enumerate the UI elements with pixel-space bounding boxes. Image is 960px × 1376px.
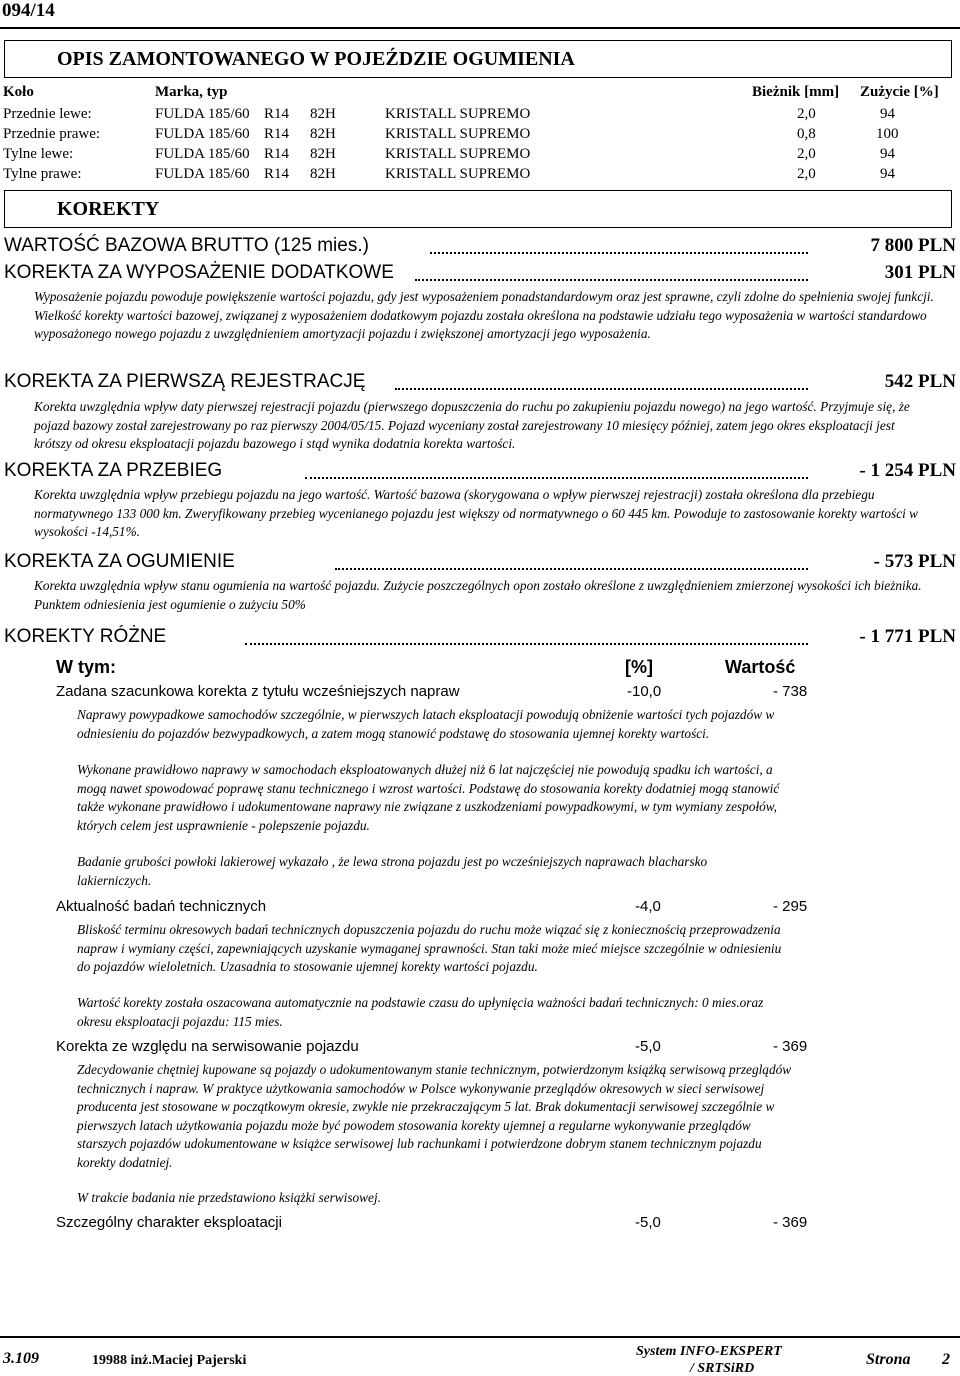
tread-cell: 2,0: [797, 146, 816, 162]
tread-cell: 2,0: [797, 106, 816, 122]
corrections-section-box: [4, 190, 952, 228]
doc-id: 094/14: [2, 0, 55, 21]
misc-item-text: Naprawy powypadkowe samochodów szczególnie, w pierwszych latach eksploatacji powodują obniżenie wartości tych pojazdów w odniesieniu do pojazdów bezwypadkowych, a zatem mogą stanowić podstawę do stosowania ujemnej korekty wartości.: [77, 707, 775, 741]
tread-cell: 0,8: [797, 126, 816, 142]
base-label: WARTOŚĆ BAZOWA BRUTTO (125 mies.): [4, 235, 369, 256]
brand-cell: FULDA 185/60: [155, 146, 250, 162]
model-cell: KRISTALL SUPREMO: [385, 126, 531, 142]
brand-cell: FULDA 185/60: [155, 106, 250, 122]
footer-page-label: Strona: [866, 1351, 911, 1368]
misc-item-value: - 295: [773, 898, 808, 915]
dot-leader: [415, 279, 808, 281]
footer-system2: / SRTSiRD: [690, 1361, 755, 1376]
wheel-cell: Tylne lewe:: [3, 146, 74, 162]
dot-leader: [335, 568, 808, 570]
misc-item-value: - 369: [773, 1038, 808, 1055]
equipment-text: Wyposażenie pojazdu powoduje powiększenie wartości pojazdu, gdy jest wyposażeniem ponadstandardowym oraz jest sprawne, czyli zdolne do spełnienia swojej funkcji. Wielkość korekty wartości bazowej, związanej z wyposażeniem dodatkowym pojazdu została określona na podstawie udziału tego wyposażenia w wartości standardowo wyposażonego nowego pojazdu z uwzględnieniem amortyzacji pojazdu i zwiększonej amortyzacji jego wyposażenia.: [34, 289, 934, 341]
model-cell: KRISTALL SUPREMO: [385, 146, 531, 162]
equipment-value: 301 PLN: [884, 262, 956, 283]
footer-page-number: 2: [942, 1351, 950, 1368]
misc-item-percent: -5,0: [635, 1038, 661, 1055]
misc-item-text: Wykonane prawidłowo naprawy w samochodach eksploatowanych dłużej niż 6 lat najczęściej nie powodują spadku ich wartości, a mogą nawet spowodować poprawę stanu technicznego i wzrost wartości. Podstawę do stosowania korekty dodatniej mogą stanowić także wykonane prawidłowo i udokumentowane naprawy nie związane z uszkodzeniami powypadkowymi, w tym wymiany zespołów, których celem jest usprawnienie - polepszenie pojazdu.: [77, 762, 780, 833]
misc-item-label: Korekta ze względu na serwisowanie pojazdu: [56, 1038, 359, 1055]
load-index-cell: 82H: [310, 146, 336, 162]
misc-item-note: Badanie grubości powłoki lakierowej wykazało , że lewa strona pojazdu jest po wcześniejszych naprawach blacharsko lakierniczych.: [77, 854, 708, 888]
rim-cell: R14: [264, 106, 290, 122]
misc-item-note: W trakcie badania nie przedstawiono książki serwisowej.: [77, 1190, 381, 1205]
misc-item-label: Szczególny charakter eksploatacji: [56, 1214, 282, 1231]
misc-item-label: Aktualność badań technicznych: [56, 898, 267, 915]
wear-cell: 94: [880, 166, 895, 182]
footer-author: 19988 inż.Maciej Pajerski: [92, 1353, 247, 1368]
misc-item-value: - 738: [773, 683, 808, 700]
col-wheel: Koło: [3, 84, 34, 100]
load-index-cell: 82H: [310, 126, 336, 142]
dot-leader: [430, 252, 808, 254]
brand-cell: FULDA 185/60: [155, 126, 250, 142]
misc-value: - 1 771 PLN: [859, 626, 956, 647]
footer-code: 3.109: [3, 1350, 39, 1367]
registration-label: KOREKTA ZA PIERWSZĄ REJESTRACJĘ: [4, 371, 366, 392]
misc-item-text: Bliskość terminu okresowych badań technicznych dopuszczenia pojazdu do ruchu może wiązać się z koniecznością przeprowadzenia napraw i wymiany części, zapewniających uzyskanie wymaganej sprawności. Stan taki może mieć miejsce szczególnie w odniesieniu do pojazdów wieloletnich. Uzasadnia to stosowanie ujemnej korekty wartości pojazdu.: [77, 922, 782, 974]
mileage-text: Korekta uwzględnia wpływ przebiegu pojazdu na jego wartość. Wartość bazowa (skorygowana o wpływ pierwszej rejestracji) została określona dla przebiegu normatywnego 133 000 km. Zweryfikowany przebieg wycenianego pojazdu jest większy od normatywnego o 60 445 km. Powoduje to zastosowanie korekty wartości w wysokości -14,51%.: [34, 487, 919, 539]
misc-item-text: Zdecydowanie chętniej kupowane są pojazdy o udokumentowanym stanie technicznym, potwierdzonym książką serwisową przeglądów technicznych i napraw. W praktyce użytkowania samochodów w Polsce wykonywanie przeglądów okresowych w sieci serwisowej producenta jest stosowane w początkowym okresie, zwykle nie przekraczającym 5 lat. Brak dokumentacji serwisowej szczególnie w pierwszych latach użytkowania pojazdu może być powodem stosowania korekty ujemnej a regularne wykonywanie przeglądów starszych pojazdów udokumentowane w książce serwisowej lub rachunkami i potwierdzone dobrym stanem technicznym pojazdu korekty dodatniej.: [77, 1062, 792, 1170]
load-index-cell: 82H: [310, 106, 336, 122]
registration-value: 542 PLN: [884, 371, 956, 392]
rim-cell: R14: [264, 166, 290, 182]
wear-cell: 94: [880, 146, 895, 162]
rim-cell: R14: [264, 146, 290, 162]
misc-col-percent: [%]: [625, 657, 653, 677]
wheel-cell: Tylne prawe:: [3, 166, 82, 182]
dot-leader: [395, 388, 808, 390]
mileage-value: - 1 254 PLN: [859, 460, 956, 481]
model-cell: KRISTALL SUPREMO: [385, 166, 531, 182]
dot-leader: [245, 643, 808, 645]
equipment-label: KOREKTA ZA WYPOSAŻENIE DODATKOWE: [4, 262, 394, 283]
brand-cell: FULDA 185/60: [155, 166, 250, 182]
tyres-title: OPIS ZAMONTOWANEGO W POJEŹDZIE OGUMIENIA: [57, 48, 575, 70]
tread-cell: 2,0: [797, 166, 816, 182]
corrections-title: KOREKTY: [57, 198, 160, 220]
dot-leader: [305, 477, 808, 479]
load-index-cell: 82H: [310, 166, 336, 182]
tyres-corr-label: KOREKTA ZA OGUMIENIE: [4, 551, 235, 572]
misc-of-which: W tym:: [56, 657, 116, 677]
header-rule: [0, 27, 960, 29]
misc-col-value: Wartość: [725, 657, 796, 677]
footer-rule: [0, 1336, 960, 1338]
wheel-cell: Przednie prawe:: [3, 126, 101, 142]
footer-system: System INFO-EKSPERT: [636, 1344, 782, 1359]
misc-item-value: - 369: [773, 1214, 808, 1231]
base-value: 7 800 PLN: [870, 235, 956, 256]
mileage-label: KOREKTA ZA PRZEBIEG: [4, 460, 223, 481]
misc-item-label: Zadana szacunkowa korekta z tytułu wcześniejszych napraw: [56, 683, 460, 700]
misc-item-percent: -5,0: [635, 1214, 661, 1231]
col-tread: Bieżnik [mm]: [752, 84, 840, 100]
tyres-corr-text: Korekta uwzględnia wpływ stanu ogumienia na wartość pojazdu. Zużycie poszczególnych opon zostało określone z uwzględnieniem zmierzonej wysokości ich bieżnika. Punktem odniesienia jest ogumienie o zużyciu 50%: [34, 578, 922, 612]
registration-text: Korekta uwzględnia wpływ daty pierwszej rejestracji pojazdu (pierwszego dopuszczenia do ruchu po zakupieniu pojazdu nowego) na jego wartość. Przyjmuje się, że pojazd bazowy został zarejestrowany po raz pierwszy 2004/05/15. Pojazd wyceniany został zarejestrowany 10 miesięcy później, zatem jego okres eksploatacji jest krótszy od okresu eksploatacji pojazdu bazowego i stąd wynika dodatnia korekta wartości.: [34, 399, 910, 451]
misc-item-percent: -4,0: [635, 898, 661, 915]
misc-item-text: Wartość korekty została oszacowana automatycznie na podstawie czasu do upłynięcia ważności badań technicznych: 0 mies.oraz okresu eksploatacji pojazdu: 115 mies.: [77, 995, 764, 1029]
wear-cell: 100: [876, 126, 899, 142]
tyres-section-box: [4, 40, 952, 78]
wear-cell: 94: [880, 106, 895, 122]
rim-cell: R14: [264, 126, 290, 142]
col-brand: Marka, typ: [155, 84, 228, 100]
misc-item-percent: -10,0: [627, 683, 662, 700]
misc-label: KOREKTY RÓŻNE: [4, 626, 167, 647]
wheel-cell: Przednie lewe:: [3, 106, 92, 122]
tyres-corr-value: - 573 PLN: [873, 551, 956, 572]
col-wear: Zużycie [%]: [860, 84, 939, 100]
model-cell: KRISTALL SUPREMO: [385, 106, 531, 122]
